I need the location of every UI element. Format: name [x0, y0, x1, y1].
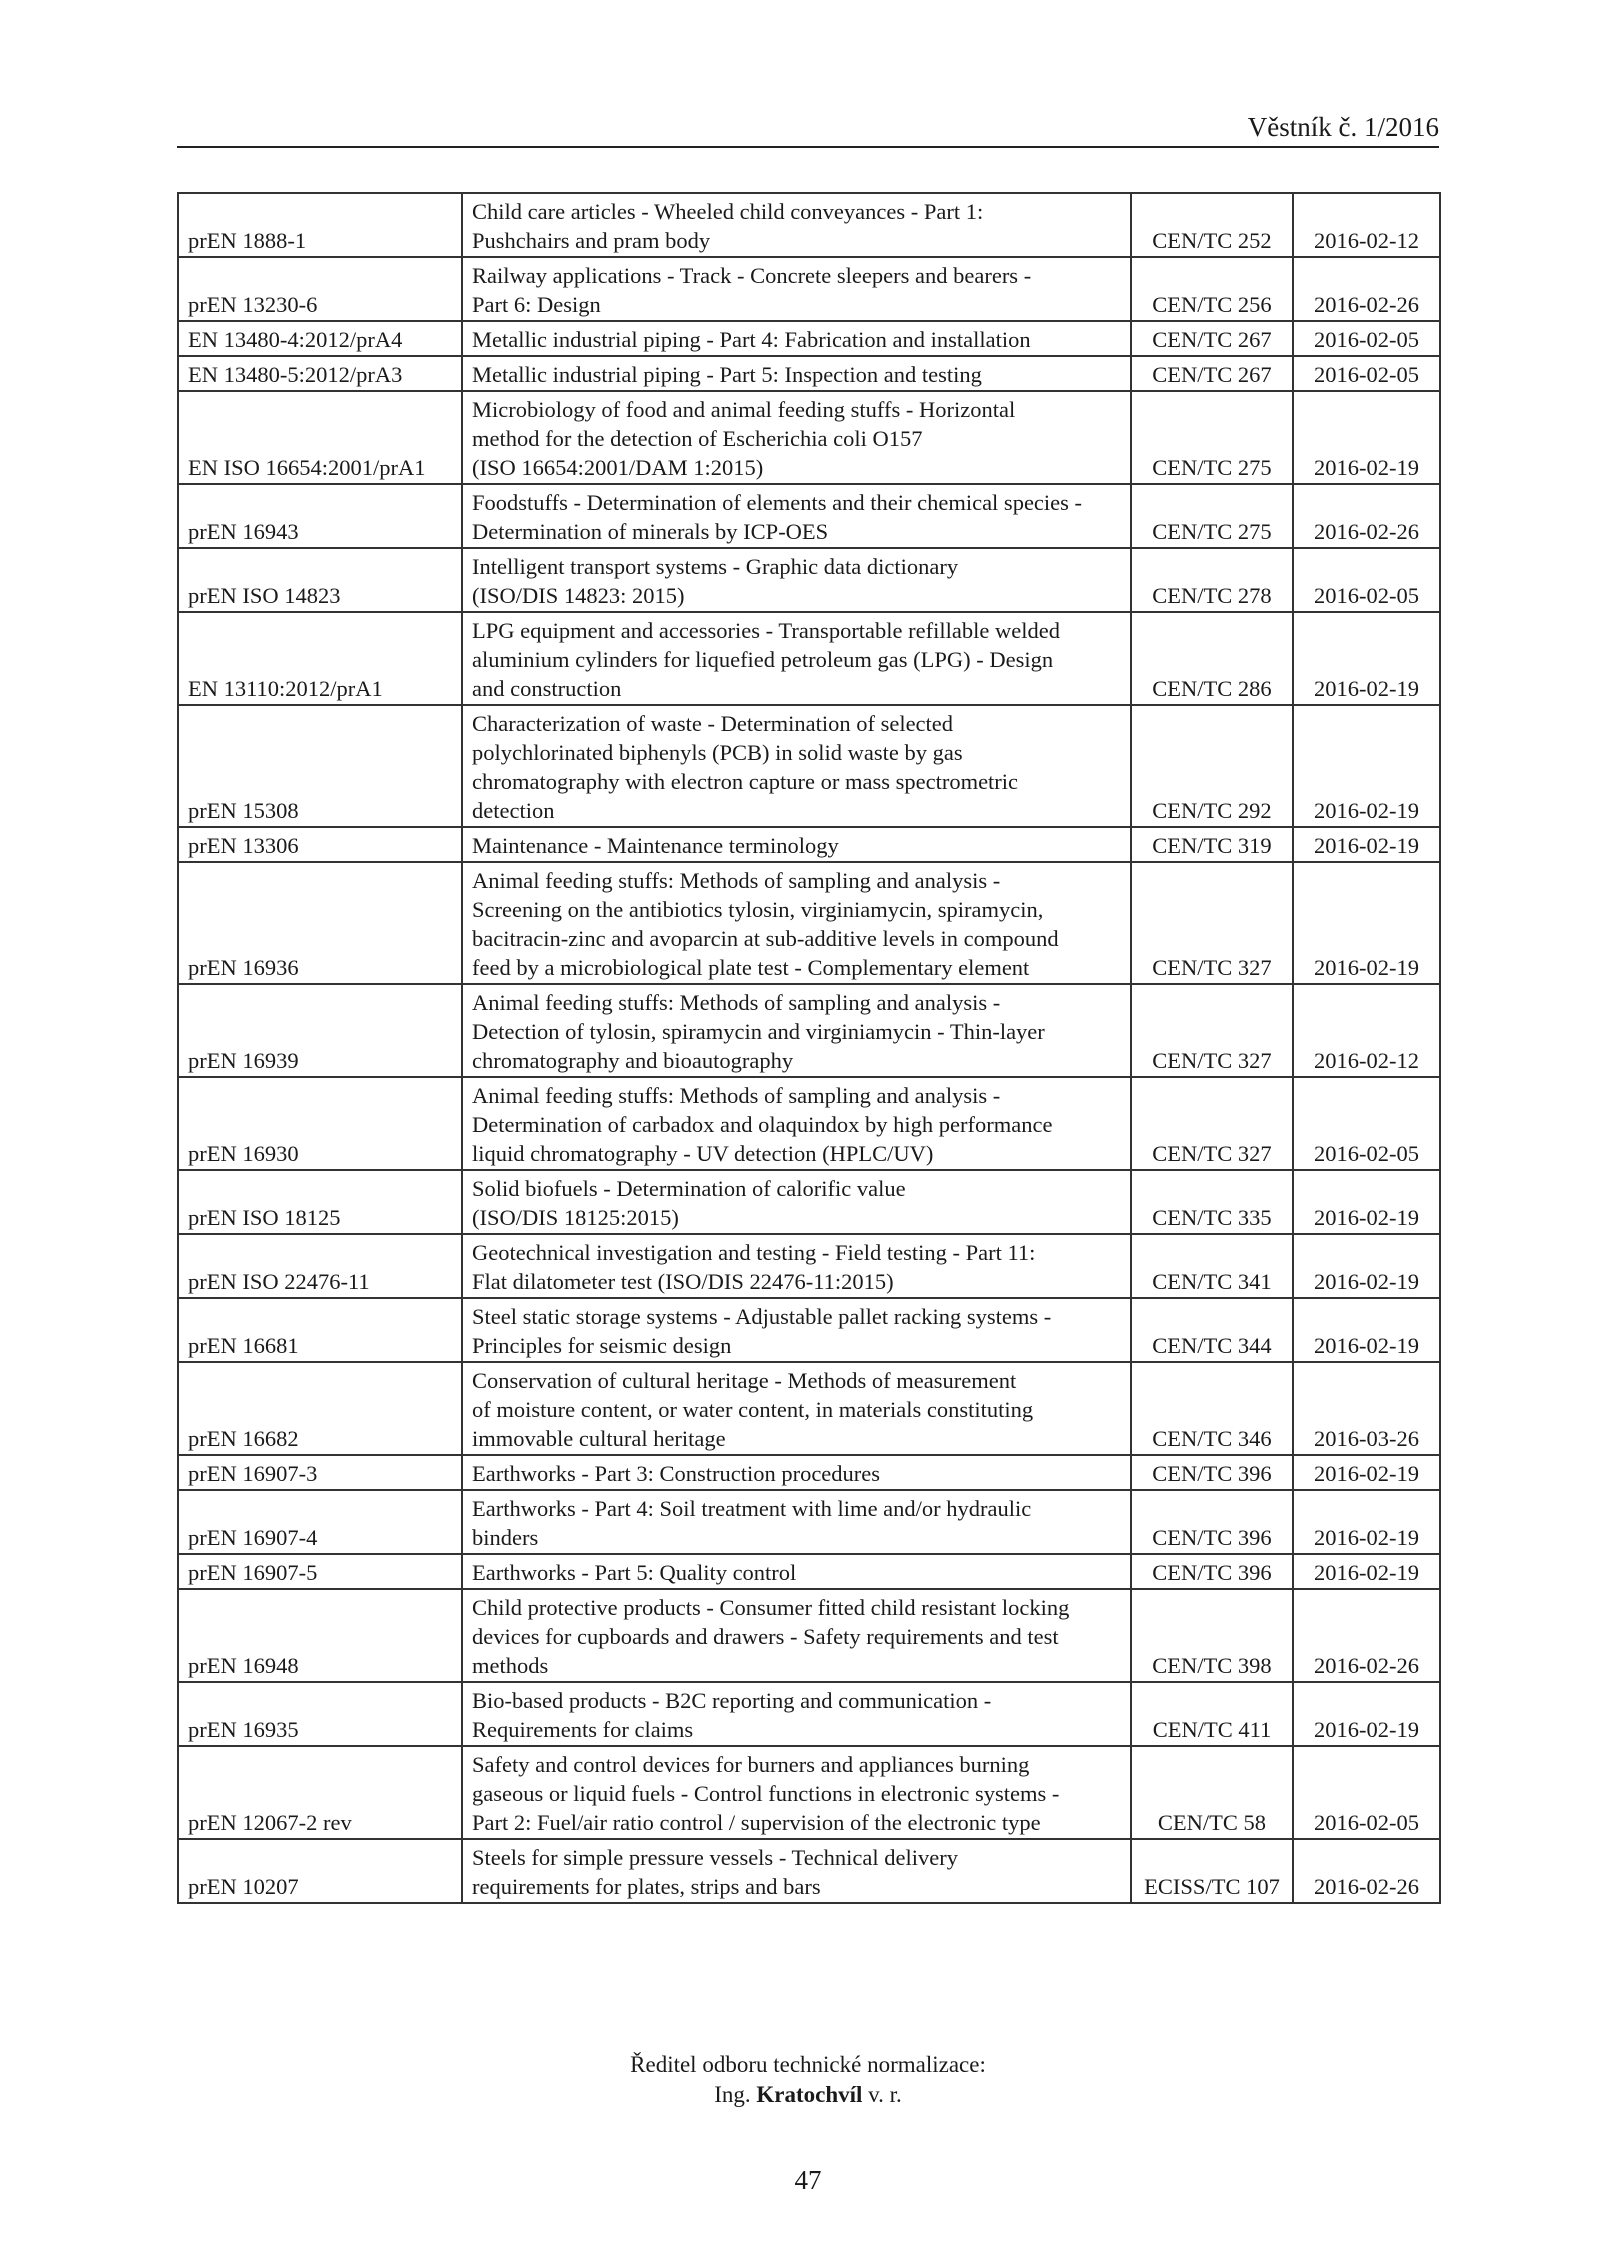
table-row — [178, 1077, 1440, 1170]
standard-code-cell: prEN 16948 — [178, 1589, 462, 1682]
standard-code-cell: prEN 16907-4 — [178, 1490, 462, 1554]
deadline-date-cell: 2016-02-05 — [1293, 548, 1440, 612]
deadline-date-cell: 2016-02-19 — [1293, 1298, 1440, 1362]
technical-committee-cell: CEN/TC 292 — [1131, 705, 1293, 827]
standard-code-cell: prEN 16681 — [178, 1298, 462, 1362]
standard-code-cell: EN ISO 16654:2001/prA1 — [178, 391, 462, 484]
deadline-date-cell: 2016-02-19 — [1293, 1170, 1440, 1234]
signature-block — [177, 2050, 1439, 2110]
table-row — [178, 484, 1440, 548]
standard-title-cell: Intelligent transport systems - Graphic data dictionary (ISO/DIS 14823: 2015) — [462, 548, 1131, 612]
standard-title-cell: Steel static storage systems - Adjustable pallet racking systems - Principles for seismic design — [462, 1298, 1131, 1362]
standard-title-cell: Safety and control devices for burners and appliances burning gaseous or liquid fuels - Control functions in electronic systems - Part 2: Fuel/air ratio control / supervision of the electronic type — [462, 1746, 1131, 1839]
table-row — [178, 391, 1440, 484]
technical-committee-cell: CEN/TC 398 — [1131, 1589, 1293, 1682]
standard-code-cell: EN 13480-4:2012/prA4 — [178, 321, 462, 356]
standard-title-cell: Metallic industrial piping - Part 5: Inspection and testing — [462, 356, 1131, 391]
standard-title-cell: Child protective products - Consumer fitted child resistant locking devices for cupboards and drawers - Safety requirements and test methods — [462, 1589, 1131, 1682]
standard-title-cell: Maintenance - Maintenance terminology — [462, 827, 1131, 862]
standard-code-cell: EN 13480-5:2012/prA3 — [178, 356, 462, 391]
deadline-date-cell: 2016-02-05 — [1293, 1077, 1440, 1170]
standard-title-cell: Microbiology of food and animal feeding stuffs - Horizontal method for the detection of Escherichia coli O157 (ISO 16654:2001/DAM 1:2015) — [462, 391, 1131, 484]
standard-title-cell: Foodstuffs - Determination of elements and their chemical species - Determination of minerals by ICP-OES — [462, 484, 1131, 548]
signature-name-line — [177, 2080, 1439, 2110]
standard-code-cell: prEN ISO 14823 — [178, 548, 462, 612]
table-row — [178, 1554, 1440, 1589]
standard-code-cell: prEN 1888-1 — [178, 193, 462, 257]
technical-committee-cell: CEN/TC 344 — [1131, 1298, 1293, 1362]
table-row — [178, 1455, 1440, 1490]
standard-code-cell: prEN 16939 — [178, 984, 462, 1077]
standard-title-cell: Animal feeding stuffs: Methods of sampling and analysis - Detection of tylosin, spiramycin and virginiamycin - Thin-layer chromatography and bioautography — [462, 984, 1131, 1077]
deadline-date-cell: 2016-02-05 — [1293, 356, 1440, 391]
deadline-date-cell: 2016-02-05 — [1293, 1746, 1440, 1839]
standard-code-cell: prEN 12067-2 rev — [178, 1746, 462, 1839]
standard-code-cell: prEN 16907-5 — [178, 1554, 462, 1589]
table-row — [178, 356, 1440, 391]
deadline-date-cell: 2016-02-26 — [1293, 484, 1440, 548]
table-row — [178, 1589, 1440, 1682]
standard-code-cell: prEN 15308 — [178, 705, 462, 827]
standard-title-cell: Characterization of waste - Determination of selected polychlorinated biphenyls (PCB) in solid waste by gas chromatography with electron capture or mass spectrometric detection — [462, 705, 1131, 827]
table-row — [178, 193, 1440, 257]
technical-committee-cell: CEN/TC 275 — [1131, 484, 1293, 548]
standard-code-cell: prEN 13306 — [178, 827, 462, 862]
standard-code-cell: prEN ISO 22476-11 — [178, 1234, 462, 1298]
technical-committee-cell: CEN/TC 252 — [1131, 193, 1293, 257]
standard-title-cell: Animal feeding stuffs: Methods of sampling and analysis - Determination of carbadox and olaquindox by high performance liquid chromatography - UV detection (HPLC/UV) — [462, 1077, 1131, 1170]
standard-title-cell: Earthworks - Part 3: Construction procedures — [462, 1455, 1131, 1490]
table-row — [178, 1234, 1440, 1298]
table-row — [178, 1362, 1440, 1455]
technical-committee-cell: CEN/TC 346 — [1131, 1362, 1293, 1455]
signature-prefix: Ing. — [714, 2082, 751, 2107]
signature-suffix: v. r. — [868, 2082, 902, 2107]
technical-committee-cell: CEN/TC 278 — [1131, 548, 1293, 612]
standard-code-cell: prEN ISO 18125 — [178, 1170, 462, 1234]
signature-role: Ředitel odboru technické normalizace: — [630, 2052, 986, 2077]
standard-title-cell: LPG equipment and accessories - Transportable refillable welded aluminium cylinders for liquefied petroleum gas (LPG) - Design and construction — [462, 612, 1131, 705]
table-row — [178, 862, 1440, 984]
deadline-date-cell: 2016-02-26 — [1293, 1839, 1440, 1903]
deadline-date-cell: 2016-02-19 — [1293, 827, 1440, 862]
standard-title-cell: Conservation of cultural heritage - Methods of measurement of moisture content, or water content, in materials constituting immovable cultural heritage — [462, 1362, 1131, 1455]
standard-code-cell: prEN 16943 — [178, 484, 462, 548]
technical-committee-cell: CEN/TC 396 — [1131, 1455, 1293, 1490]
standard-title-cell: Metallic industrial piping - Part 4: Fabrication and installation — [462, 321, 1131, 356]
technical-committee-cell: CEN/TC 286 — [1131, 612, 1293, 705]
deadline-date-cell: 2016-02-19 — [1293, 612, 1440, 705]
technical-committee-cell: CEN/TC 327 — [1131, 862, 1293, 984]
standards-table — [177, 192, 1441, 1904]
deadline-date-cell: 2016-02-19 — [1293, 1455, 1440, 1490]
table-row — [178, 321, 1440, 356]
deadline-date-cell: 2016-02-26 — [1293, 1589, 1440, 1682]
standard-code-cell: prEN 16682 — [178, 1362, 462, 1455]
standard-code-cell: prEN 16907-3 — [178, 1455, 462, 1490]
technical-committee-cell: CEN/TC 267 — [1131, 321, 1293, 356]
technical-committee-cell: CEN/TC 58 — [1131, 1746, 1293, 1839]
table-row — [178, 257, 1440, 321]
deadline-date-cell: 2016-02-19 — [1293, 1554, 1440, 1589]
table-row — [178, 1490, 1440, 1554]
standard-title-cell: Steels for simple pressure vessels - Technical delivery requirements for plates, strips and bars — [462, 1839, 1131, 1903]
technical-committee-cell: CEN/TC 327 — [1131, 984, 1293, 1077]
standard-code-cell: prEN 16930 — [178, 1077, 462, 1170]
technical-committee-cell: CEN/TC 341 — [1131, 1234, 1293, 1298]
deadline-date-cell: 2016-02-05 — [1293, 321, 1440, 356]
table-row — [178, 1839, 1440, 1903]
table-row — [178, 705, 1440, 827]
signature-name: Kratochvíl — [756, 2082, 863, 2107]
technical-committee-cell: CEN/TC 319 — [1131, 827, 1293, 862]
technical-committee-cell: CEN/TC 256 — [1131, 257, 1293, 321]
table-row — [178, 548, 1440, 612]
technical-committee-cell: CEN/TC 275 — [1131, 391, 1293, 484]
table-row — [178, 1746, 1440, 1839]
standard-title-cell: Geotechnical investigation and testing - Field testing - Part 11: Flat dilatometer test (ISO/DIS 22476-11:2015) — [462, 1234, 1131, 1298]
technical-committee-cell: CEN/TC 335 — [1131, 1170, 1293, 1234]
deadline-date-cell: 2016-02-12 — [1293, 984, 1440, 1077]
technical-committee-cell: CEN/TC 396 — [1131, 1554, 1293, 1589]
standard-code-cell: prEN 16936 — [178, 862, 462, 984]
deadline-date-cell: 2016-02-12 — [1293, 193, 1440, 257]
standard-title-cell: Bio-based products - B2C reporting and communication - Requirements for claims — [462, 1682, 1131, 1746]
standard-code-cell: EN 13110:2012/prA1 — [178, 612, 462, 705]
standard-code-cell: prEN 16935 — [178, 1682, 462, 1746]
deadline-date-cell: 2016-02-19 — [1293, 862, 1440, 984]
deadline-date-cell: 2016-03-26 — [1293, 1362, 1440, 1455]
standard-title-cell: Railway applications - Track - Concrete sleepers and bearers - Part 6: Design — [462, 257, 1131, 321]
technical-committee-cell: ECISS/TC 107 — [1131, 1839, 1293, 1903]
standard-title-cell: Child care articles - Wheeled child conveyances - Part 1: Pushchairs and pram body — [462, 193, 1131, 257]
deadline-date-cell: 2016-02-19 — [1293, 391, 1440, 484]
technical-committee-cell: CEN/TC 327 — [1131, 1077, 1293, 1170]
table-row — [178, 612, 1440, 705]
deadline-date-cell: 2016-02-19 — [1293, 1490, 1440, 1554]
standard-code-cell: prEN 13230-6 — [178, 257, 462, 321]
deadline-date-cell: 2016-02-26 — [1293, 257, 1440, 321]
technical-committee-cell: CEN/TC 267 — [1131, 356, 1293, 391]
standards-table-body — [178, 193, 1440, 1903]
table-row — [178, 827, 1440, 862]
page-number: 47 — [794, 2165, 822, 2195]
table-row — [178, 1298, 1440, 1362]
standard-code-cell: prEN 10207 — [178, 1839, 462, 1903]
technical-committee-cell: CEN/TC 396 — [1131, 1490, 1293, 1554]
journal-title: Věstník č. 1/2016 — [1247, 112, 1439, 142]
technical-committee-cell: CEN/TC 411 — [1131, 1682, 1293, 1746]
standard-title-cell: Solid biofuels - Determination of calorific value (ISO/DIS 18125:2015) — [462, 1170, 1131, 1234]
table-row — [178, 984, 1440, 1077]
deadline-date-cell: 2016-02-19 — [1293, 705, 1440, 827]
table-row — [178, 1682, 1440, 1746]
deadline-date-cell: 2016-02-19 — [1293, 1234, 1440, 1298]
page-header — [177, 108, 1439, 148]
standard-title-cell: Animal feeding stuffs: Methods of sampling and analysis - Screening on the antibiotics tylosin, virginiamycin, spiramycin, bacitracin-zinc and avoparcin at sub-additive levels in compound feed by a microbiological plate test - Complementary element — [462, 862, 1131, 984]
standard-title-cell: Earthworks - Part 5: Quality control — [462, 1554, 1131, 1589]
table-row — [178, 1170, 1440, 1234]
standard-title-cell: Earthworks - Part 4: Soil treatment with lime and/or hydraulic binders — [462, 1490, 1131, 1554]
deadline-date-cell: 2016-02-19 — [1293, 1682, 1440, 1746]
